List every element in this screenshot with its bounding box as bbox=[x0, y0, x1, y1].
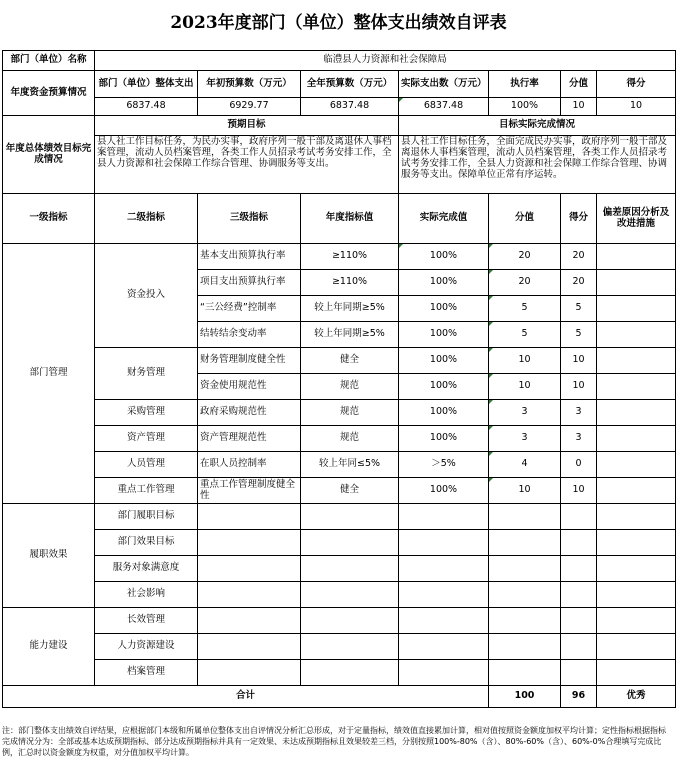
goal-text-row bbox=[3, 136, 676, 194]
score-value: 20 bbox=[489, 270, 561, 296]
score-value: 10 bbox=[489, 478, 561, 504]
level1-performance: 履职效果 bbox=[3, 504, 95, 608]
indicator-header: 分值 bbox=[489, 194, 561, 244]
table-row bbox=[3, 582, 676, 608]
budget-value-row bbox=[3, 98, 676, 116]
dept-row bbox=[3, 51, 676, 71]
total-score: 100 bbox=[489, 686, 561, 708]
actual-value: 100% bbox=[399, 322, 489, 348]
level2-item: 档案管理 bbox=[95, 660, 198, 686]
indicator-header: 年度指标值 bbox=[301, 194, 399, 244]
score-value: 10 bbox=[489, 374, 561, 400]
indicator-header: 实际完成值 bbox=[399, 194, 489, 244]
score-value: 4 bbox=[489, 452, 561, 478]
deviation-cell bbox=[597, 322, 676, 348]
level3-indicator: 结转结余变动率 bbox=[198, 322, 301, 348]
level2-item: 部门履职目标 bbox=[95, 504, 198, 530]
target-value: 规范 bbox=[301, 400, 399, 426]
actual-value: 100% bbox=[399, 478, 489, 504]
table-row bbox=[3, 608, 676, 634]
table-row bbox=[3, 530, 676, 556]
target-value: 较上年同期≥5% bbox=[301, 296, 399, 322]
target-value: 较上年同≤5% bbox=[301, 452, 399, 478]
total-label: 合计 bbox=[3, 686, 489, 708]
deviation-cell bbox=[597, 270, 676, 296]
table-row bbox=[3, 504, 676, 530]
level3-indicator: 重点工作管理制度健全性 bbox=[198, 478, 301, 504]
budget-header: 得分 bbox=[597, 71, 676, 98]
got-value: 0 bbox=[561, 452, 597, 478]
level3-indicator: 政府采购规范性 bbox=[198, 400, 301, 426]
level3-indicator: 资产管理规范性 bbox=[198, 426, 301, 452]
budget-header: 部门（单位）整体支出 bbox=[95, 71, 198, 98]
level3-indicator: 在职人员控制率 bbox=[198, 452, 301, 478]
budget-value: 100% bbox=[489, 98, 561, 116]
level2-item: 人力资源建设 bbox=[95, 634, 198, 660]
table-row bbox=[3, 400, 676, 426]
actual-value: 100% bbox=[399, 296, 489, 322]
budget-value: 6929.77 bbox=[198, 98, 301, 116]
target-value: 健全 bbox=[301, 478, 399, 504]
level2-fund-input: 资金投入 bbox=[95, 244, 198, 348]
got-value: 10 bbox=[561, 348, 597, 374]
table-row bbox=[3, 556, 676, 582]
score-value: 3 bbox=[489, 400, 561, 426]
level2-item: 长效管理 bbox=[95, 608, 198, 634]
level3-indicator: 基本支出预算执行率 bbox=[198, 244, 301, 270]
budget-header: 执行率 bbox=[489, 71, 561, 98]
page-title: 2023年度部门（单位）整体支出绩效自评表 bbox=[170, 13, 507, 33]
indicator-header: 得分 bbox=[561, 194, 597, 244]
table-row bbox=[3, 452, 676, 478]
evaluation-table bbox=[2, 50, 676, 708]
level3-indicator: 资金使用规范性 bbox=[198, 374, 301, 400]
budget-label: 年度资金预算情况 bbox=[3, 71, 95, 116]
deviation-cell bbox=[597, 452, 676, 478]
target-value: 较上年同期≥5% bbox=[301, 322, 399, 348]
got-value: 5 bbox=[561, 296, 597, 322]
deviation-cell bbox=[597, 244, 676, 270]
table-row bbox=[3, 478, 676, 504]
actual-value: 100% bbox=[399, 374, 489, 400]
actual-value: ＞5% bbox=[399, 452, 489, 478]
level3-indicator: “三公经费”控制率 bbox=[198, 296, 301, 322]
indicator-header: 一级指标 bbox=[3, 194, 95, 244]
budget-header: 年初预算数（万元） bbox=[198, 71, 301, 98]
dept-value: 临澧县人力资源和社会保障局 bbox=[95, 51, 676, 71]
got-value: 3 bbox=[561, 400, 597, 426]
level2-item: 部门效果目标 bbox=[95, 530, 198, 556]
total-got: 96 bbox=[561, 686, 597, 708]
planned-goal-header: 预期目标 bbox=[95, 116, 399, 136]
budget-value: 6837.48 bbox=[399, 98, 489, 116]
actual-value: 100% bbox=[399, 426, 489, 452]
actual-goal-header: 目标实际完成情况 bbox=[399, 116, 676, 136]
level2-finance: 财务管理 bbox=[95, 348, 198, 400]
budget-value: 6837.48 bbox=[301, 98, 399, 116]
actual-value: 100% bbox=[399, 400, 489, 426]
score-value: 20 bbox=[489, 244, 561, 270]
budget-value: 6837.48 bbox=[95, 98, 198, 116]
budget-header-row bbox=[3, 71, 676, 98]
dept-label: 部门（单位）名称 bbox=[3, 51, 95, 71]
level3-indicator: 财务管理制度健全性 bbox=[198, 348, 301, 374]
level2-item: 社会影响 bbox=[95, 582, 198, 608]
score-value: 10 bbox=[489, 348, 561, 374]
deviation-cell bbox=[597, 348, 676, 374]
planned-goal-text: 县人社工作目标任务，为民办实事，政府序列一般干部及离退休人事档案管理，流动人员档案管理，各类工作人员招录考试考务安排工作，全县人力资源和社会保障工作综合管理、协调服务等支出。 bbox=[95, 136, 399, 194]
goal-header-row bbox=[3, 116, 676, 136]
footnote: 注：部门整体支出绩效自评结果，应根据部门本级和所属单位整体支出自评情况分析汇总形成，对于定量指标，绩效值直接累加计算，相对值按照资金额度加权平均计算；定性指标根据指标完成情况分为：全部或基本达成预期指标、部分达成预期指标并具有一定效果、未达成预期指标且效果较差三档，分别按照100%-80%（含）、80%-60%（含）、60%-0%合理填写完成比例，汇总时以资金额度为权重，对分值加权平均计算。 bbox=[2, 726, 666, 757]
got-value: 10 bbox=[561, 478, 597, 504]
got-value: 10 bbox=[561, 374, 597, 400]
indicator-header: 三级指标 bbox=[198, 194, 301, 244]
score-value: 5 bbox=[489, 296, 561, 322]
target-value: 健全 bbox=[301, 348, 399, 374]
level1-dept-management: 部门管理 bbox=[3, 244, 95, 504]
level2-key-work: 重点工作管理 bbox=[95, 478, 198, 504]
goal-label: 年度总体绩效目标完成情况 bbox=[3, 116, 95, 194]
level2-asset: 资产管理 bbox=[95, 426, 198, 452]
actual-value: 100% bbox=[399, 244, 489, 270]
level1-capability: 能力建设 bbox=[3, 608, 95, 686]
budget-value: 10 bbox=[597, 98, 676, 116]
table-row bbox=[3, 244, 676, 270]
target-value: 规范 bbox=[301, 426, 399, 452]
deviation-cell bbox=[597, 426, 676, 452]
level2-staff: 人员管理 bbox=[95, 452, 198, 478]
score-value: 3 bbox=[489, 426, 561, 452]
table-row bbox=[3, 348, 676, 374]
target-value: 规范 bbox=[301, 374, 399, 400]
level3-indicator: 项目支出预算执行率 bbox=[198, 270, 301, 296]
target-value: ≥110% bbox=[301, 270, 399, 296]
actual-value: 100% bbox=[399, 348, 489, 374]
indicator-header: 偏差原因分析及改进措施 bbox=[597, 194, 676, 244]
budget-header: 实际支出数（万元） bbox=[399, 71, 489, 98]
table-row bbox=[3, 426, 676, 452]
score-value: 5 bbox=[489, 322, 561, 348]
level2-item: 服务对象满意度 bbox=[95, 556, 198, 582]
got-value: 20 bbox=[561, 244, 597, 270]
actual-goal-text: 县人社工作目标任务，全面完成民办实事，政府序列一般干部及离退休人事档案管理，流动人员档案管理，各类工作人员招录考试考务安排工作，全县人力资源和社会保障工作综合管理、协调服务等支出。保障单位正常有序运转。 bbox=[399, 136, 676, 194]
budget-value: 10 bbox=[561, 98, 597, 116]
target-value: ≥110% bbox=[301, 244, 399, 270]
got-value: 3 bbox=[561, 426, 597, 452]
level2-purchase: 采购管理 bbox=[95, 400, 198, 426]
got-value: 20 bbox=[561, 270, 597, 296]
got-value: 5 bbox=[561, 322, 597, 348]
table-row bbox=[3, 660, 676, 686]
table-row bbox=[3, 634, 676, 660]
actual-value: 100% bbox=[399, 270, 489, 296]
deviation-cell bbox=[597, 478, 676, 504]
total-row bbox=[3, 686, 676, 708]
budget-header: 全年预算数（万元） bbox=[301, 71, 399, 98]
deviation-cell bbox=[597, 400, 676, 426]
indicator-header: 二级指标 bbox=[95, 194, 198, 244]
deviation-cell bbox=[597, 296, 676, 322]
total-grade: 优秀 bbox=[597, 686, 676, 708]
indicator-header-row bbox=[3, 194, 676, 244]
deviation-cell bbox=[597, 374, 676, 400]
budget-header: 分值 bbox=[561, 71, 597, 98]
